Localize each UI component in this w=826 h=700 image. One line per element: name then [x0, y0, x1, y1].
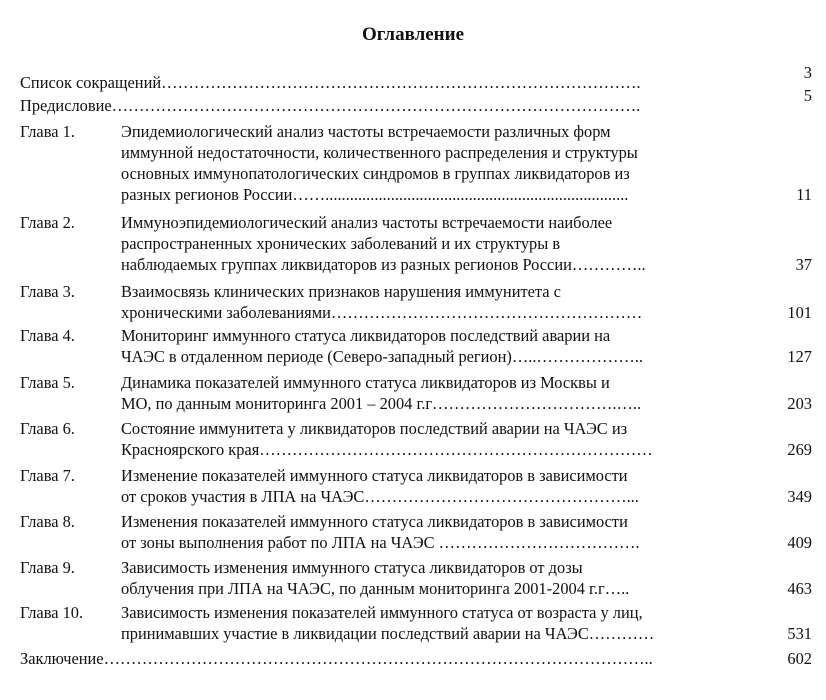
chapter-title: Зависимость изменения показателей иммунного статуса от возраста у лиц, принимавших участие в ликвидации последствий аварии на ЧАЭС………… [121, 603, 655, 643]
chapter-title: Состояние иммунитета у ликвидаторов последствий аварии на ЧАЭС из Красноярского края……………………………………………………………… [121, 419, 653, 459]
page-title: Оглавление [361, 24, 465, 45]
chapter-title: Эпидемиологический анализ частоты встречаемости различных форм иммунной недостаточности, количественного распределения и структуры основных иммунопатологических синдромов в группах ликвидаторов из разных регионов России…….......................................................................... [121, 122, 638, 204]
page-number: 5 [803, 86, 812, 105]
chapter-label: Глава 7. [20, 466, 75, 485]
chapter-title: Изменение показателей иммунного статуса ликвидаторов в зависимости от сроков участия в ЛПА на ЧАЭС…………………………………………... [121, 466, 639, 506]
page-number: 3 [803, 63, 812, 82]
page-number: 349 [787, 487, 812, 506]
page-number: 127 [787, 347, 812, 366]
chapter-title: Иммуноэпидемиологический анализ частоты встречаемости наиболее распространенных хронических заболеваний и их структуры в наблюдаемых группах ликвидаторов из разных регионов России………….. [121, 213, 646, 274]
chapter-label: Глава 5. [20, 373, 75, 392]
page-number: 269 [787, 440, 812, 459]
chapter-label: Глава 6. [20, 419, 75, 438]
section-title: Заключение……………………………………………………………………………………….. [20, 649, 653, 668]
chapter-title: Изменения показателей иммунного статуса ликвидаторов в зависимости от зоны выполнения работ по ЛПА на ЧАЭС ………………………………. [121, 512, 640, 552]
chapter-title: Взаимосвязь клинических признаков нарушения иммунитета с хроническими заболеваниями………………………………………………… [121, 282, 643, 322]
chapter-label: Глава 9. [20, 558, 75, 577]
page-number: 37 [795, 255, 812, 274]
chapter-label: Глава 1. [20, 122, 75, 141]
page-number: 11 [796, 185, 812, 204]
page-number: 409 [787, 533, 812, 552]
page-number: 602 [787, 649, 812, 668]
chapter-title: Мониторинг иммунного статуса ликвидаторов последствий аварии на ЧАЭС в отдаленном периоде (Северо-западный регион)…..……………….. [121, 326, 643, 366]
page-number: 101 [787, 303, 812, 322]
chapter-label: Глава 10. [20, 603, 84, 622]
chapter-label: Глава 4. [20, 326, 75, 345]
chapter-label: Глава 2. [20, 213, 75, 232]
chapter-label: Глава 3. [20, 282, 75, 301]
chapter-title: Динамика показателей иммунного статуса ликвидаторов из Москвы и МО, по данным мониторинга 2001 – 2004 г.г…………………………….….. [121, 373, 642, 413]
chapter-title: Зависимость изменения иммунного статуса ликвидаторов от дозы облучения при ЛПА на ЧАЭС, по данным мониторинга 2001-2004 г.г….. [121, 558, 630, 598]
page-number: 203 [787, 394, 812, 413]
section-title: Список сокращений……………………………………………………………………………. [20, 73, 641, 92]
page-number: 531 [787, 624, 812, 643]
section-title: Предисловие……………………………………………………………………………………. [20, 96, 641, 115]
page-number: 463 [787, 579, 812, 598]
chapter-label: Глава 8. [20, 512, 75, 531]
